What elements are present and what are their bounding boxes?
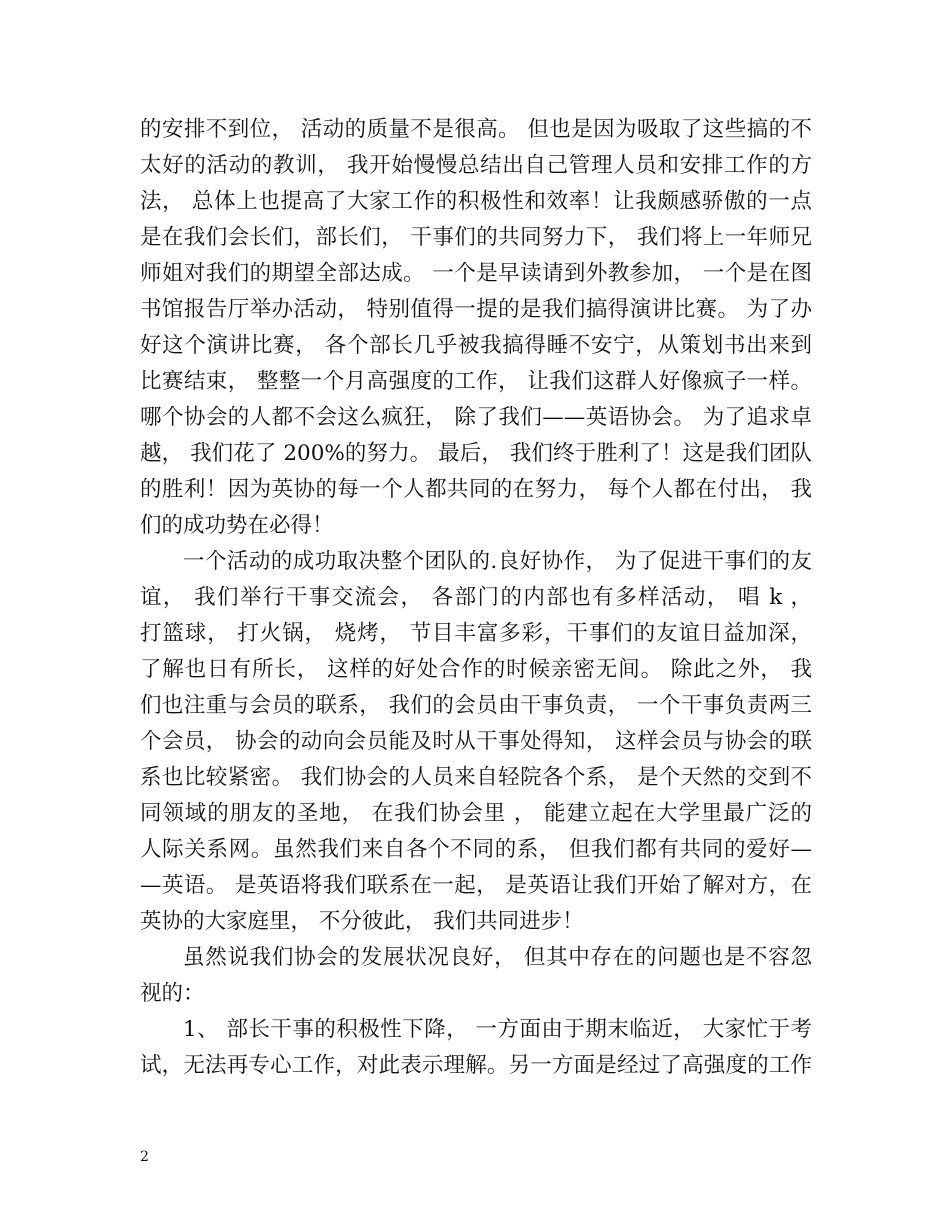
text-line: 打篮球， 打火锅， 烧烤， 节目丰富多彩，干事们的友谊日益加深，: [140, 621, 812, 646]
text-line: 试，无法再专心工作，对此表示理解。另一方面是经过了高强度的工作: [140, 1053, 812, 1078]
text-line: 太好的活动的教训， 我开始慢慢总结出自己管理人员和安排工作的方: [140, 153, 812, 178]
paragraph-3: [140, 940, 812, 1012]
text-line: 了解也日有所长， 这样的好处合作的时候亲密无间。 除此之外， 我: [140, 657, 812, 682]
text-line: 的胜利！因为英协的每一个人都共同的在努力， 每个人都在付出， 我: [140, 477, 812, 502]
text-line: 谊， 我们举行干事交流会， 各部门的内部也有多样活动， 唱 k ，: [140, 585, 812, 610]
text-line: 们也注重与会员的联系， 我们的会员由干事负责， 一个干事负责两三: [140, 693, 812, 718]
text-line: 哪个协会的人都不会这么疯狂， 除了我们——英语协会。 为了追求卓: [140, 405, 812, 430]
text-line: 同领域的朋友的圣地， 在我们协会里 ， 能建立起在大学里最广泛的: [140, 801, 812, 826]
text-line: 虽然说我们协会的发展状况良好， 但其中存在的问题也是不容忽: [183, 945, 812, 970]
text-line: 们的成功势在必得！: [140, 513, 334, 538]
text-line: 一个活动的成功取决整个团队的.良好协作， 为了促进干事们的友: [183, 549, 812, 574]
text-line: 视的：: [140, 981, 205, 1006]
text-line: 英协的大家庭里， 不分彼此， 我们共同进步！: [140, 909, 584, 934]
text-line: 个会员， 协会的动向会员能及时从干事处得知， 这样会员与协会的联: [140, 729, 812, 754]
text-line: 1、 部长干事的积极性下降， 一方面由于期末临近， 大家忙于考: [183, 1017, 812, 1042]
text-line: 师姐对我们的期望全部达成。 一个是早读请到外教参加， 一个是在图: [140, 261, 812, 286]
text-line: 越， 我们花了 200%的努力。 最后， 我们终于胜利了！这是我们团队: [140, 441, 812, 466]
text-line: 是在我们会长们，部长们， 干事们的共同努力下， 我们将上一年师兄: [140, 225, 812, 250]
text-line: 人际关系网。虽然我们来自各个不同的系， 但我们都有共同的爱好—: [140, 837, 812, 862]
text-line: 好这个演讲比赛， 各个部长几乎被我搞得睡不安宁，从策划书出来到: [140, 333, 812, 358]
text-line: 系也比较紧密。 我们协会的人员来自轻院各个系， 是个天然的交到不: [140, 765, 812, 790]
text-line: 的安排不到位， 活动的质量不是很高。 但也是因为吸取了这些搞的不: [140, 117, 812, 142]
text-line: 法， 总体上也提高了大家工作的积极性和效率！让我颇感骄傲的一点: [140, 189, 812, 214]
text-line: 比赛结束， 整整一个月高强度的工作， 让我们这群人好像疯子一样。: [140, 369, 812, 394]
text-line: 书馆报告厅举办活动， 特别值得一提的是我们搞得演讲比赛。 为了办: [140, 297, 812, 322]
document-body: [140, 112, 812, 1084]
paragraph-4: [140, 1012, 812, 1084]
text-line: —英语。 是英语将我们联系在一起， 是英语让我们开始了解对方，在: [140, 873, 812, 898]
paragraph-1: [140, 112, 812, 544]
page-number: 2: [140, 1149, 149, 1165]
paragraph-2: [140, 544, 812, 940]
